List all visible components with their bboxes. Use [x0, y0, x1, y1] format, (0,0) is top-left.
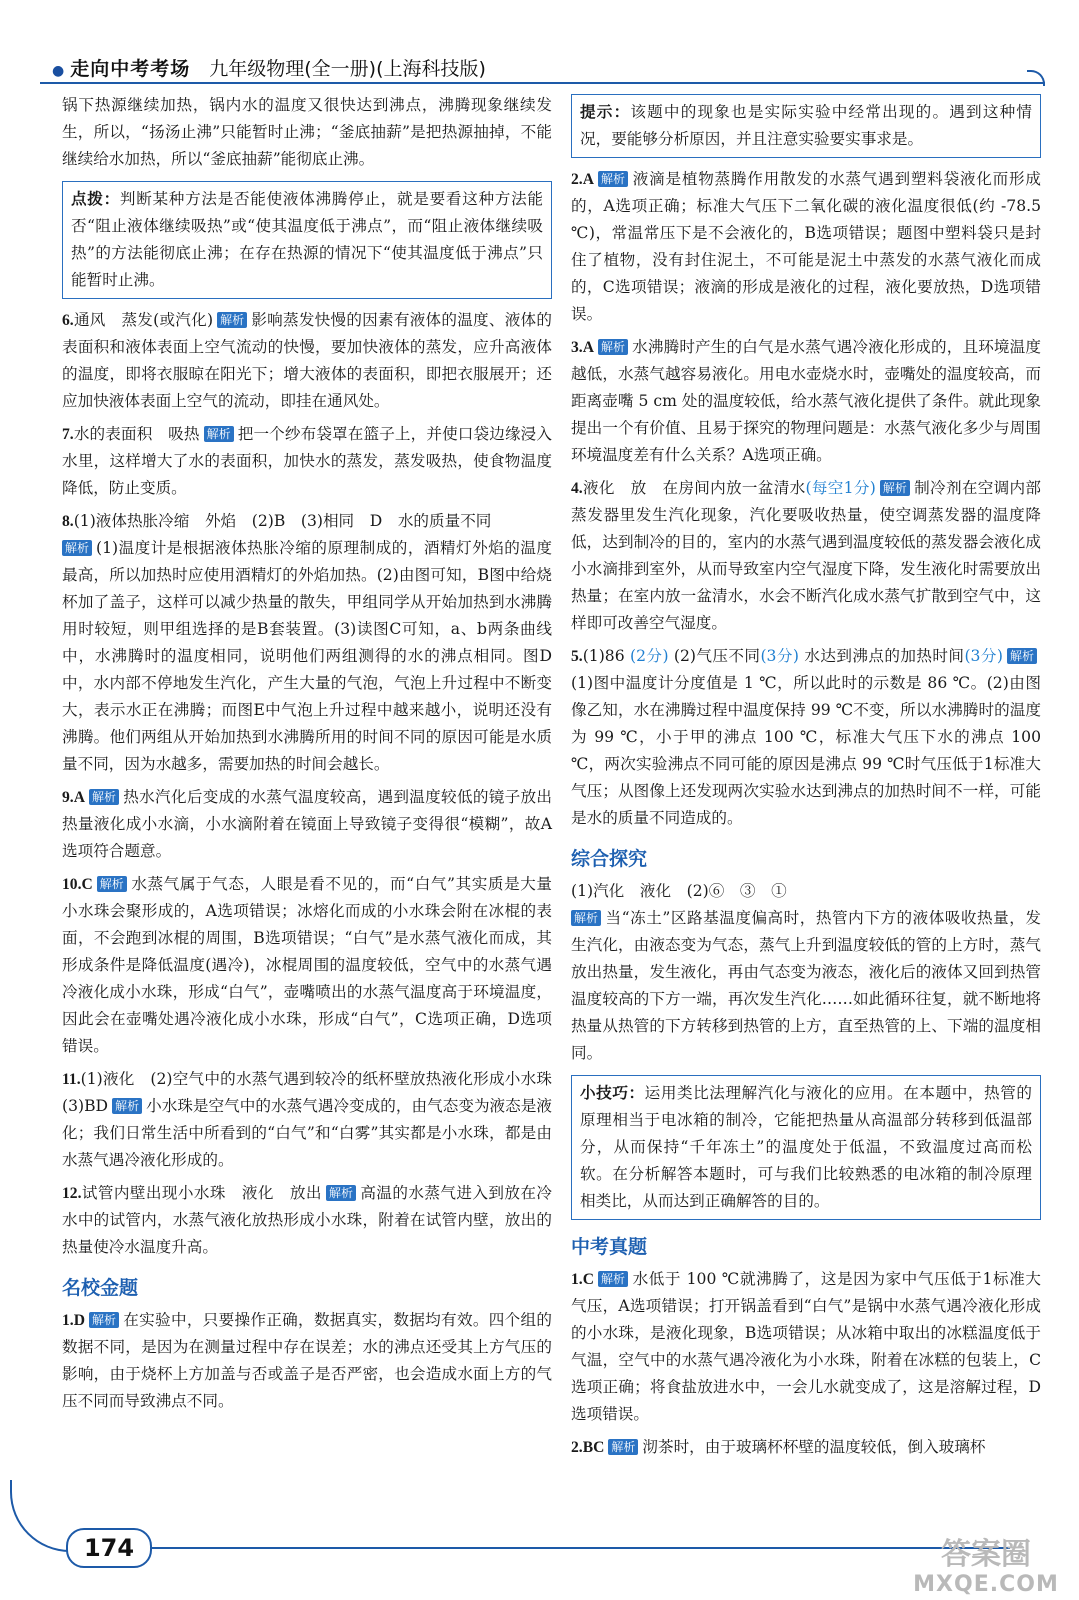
question-number: 12. — [62, 1185, 82, 1202]
analysis-text: 小水珠是空气中的水蒸气遇冷变成的，由气态变为液态是液化；我们日常生活中所看到的“白气”和“白雾”其实都是小水珠，都是由水蒸气遇冷液化形成的。 — [62, 1097, 552, 1169]
question-number: 9.A — [62, 789, 85, 806]
bullet-icon: ● — [52, 63, 65, 79]
footer-curve — [10, 1480, 72, 1552]
analysis-text: 水低于 100 ℃就沸腾了，这是因为家中气压低于1标准大气压，A选项错误；打开锅盖看到“白气”是锅中水蒸气遇冷液化形成的小水珠，是液化现象，B选项错误；从冰箱中取出的冰糕温度低于气温，空气中的水蒸气遇冷液化为小水珠，附着在冰糕的包装上，C选项正确；将食盐放进水中，一会儿水就变成了，这是溶解过程，D选项错误。 — [571, 1270, 1041, 1423]
tip-text: 判断某种方法是否能使液体沸腾停止，就是要看这种方法能否“阻止液体继续吸热”或“使其温度低于沸点”，而“阻止液体继续吸热”的方法能彻底止沸；在存在热源的情况下“使其温度低于沸点”只能暂时止沸。 — [71, 190, 543, 289]
question-number: 1.C — [571, 1271, 594, 1288]
answer-text: (1)汽化 液化 (2)⑥ ③ ① — [571, 882, 787, 900]
question-number: 6. — [62, 312, 74, 329]
answer-k2 — [571, 1434, 1041, 1461]
analysis-text: 把一个纱布袋罩在篮子上，并使口袋边缘浸入水里，这样增大了水的表面积，加快水的蒸发，蒸发吸热，使食物温度降低，防止变质。 — [62, 425, 552, 497]
analysis-tag: 解析 — [326, 1185, 356, 1201]
book-title — [52, 54, 486, 81]
score-points: (2分) — [630, 647, 669, 665]
watermark-text: 答案圈 — [941, 1537, 1031, 1572]
section-heading-zonghe: 综合探究 — [571, 848, 648, 870]
analysis-text: 制冷剂在空调内部蒸发器里发生汽化现象，汽化要吸收热量，使空调蒸发器的温度降低，达到制冷的目的，室内的水蒸气遇到温度较低的蒸发器会液化成小水滴排到室外，从而导致室内空气湿度下降，发生液化时需要放出热量；在室内放一盆清水，水会不断汽化成水蒸气扩散到空气中，这样即可改善空气湿度。 — [571, 479, 1041, 632]
answer-12 — [62, 1180, 552, 1261]
header-corner — [1027, 70, 1045, 86]
tip-label: 点拨： — [71, 190, 120, 208]
question-number: 8. — [62, 513, 74, 530]
footer-rule — [150, 1547, 1010, 1549]
analysis-tag: 解析 — [89, 1312, 119, 1328]
analysis-text: 影响蒸发快慢的因素有液体的温度、液体的表面积和液体表面上空气流动的快慢，要加快液体的蒸发，应升高液体的温度，即将衣服晾在阳光下；增大液体的表面积，即把衣服展开；还应加快液体表面上空气的流动，即挂在通风处。 — [62, 311, 552, 410]
watermark-logo — [901, 1537, 1071, 1600]
analysis-tag: 解析 — [62, 540, 92, 556]
hint-text: 该题中的现象也是实际实验中经常出现的。遇到这种情况，要能够分析原因，并且注意实验要实事求是。 — [580, 103, 1032, 148]
answer-r5 — [571, 643, 1041, 832]
analysis-text: 热水汽化后变成的水蒸气温度较高，遇到温度较低的镜子放出热量液化成小水滴，小水滴附着在镜面上导致镜子变得很“模糊”，故A选项符合题意。 — [62, 788, 552, 860]
answer-text: (1)液化 (2)空气中的水蒸气遇到较冷的纸杯壁放热液化形成小水珠 (3)BD — [62, 1070, 568, 1115]
question-number: 7. — [62, 426, 74, 443]
analysis-tag: 解析 — [204, 426, 234, 442]
right-column — [571, 92, 1041, 1461]
analysis-text: 水蒸气属于气态，人眼是看不见的，而“白气”其实质是大量小水珠会聚形成的，A选项错误；冰熔化而成的小水珠会附在冰棍的表面，不会跑到冰棍的周围，B选项错误；“白气”是水蒸气液化而成，其形成条件是降低温度(遇冷)，冰棍周围的温度较低，空气中的水蒸气遇冷液化成小水珠，形成“白气”，壶嘴喷出的水蒸气温度高于环境温度，因此会在壶嘴处遇冷液化成小水珠，形成“白气”，C选项正确，D选项错误。 — [62, 875, 552, 1055]
analysis-text: 高温的水蒸气进入到放在冷水中的试管内，水蒸气液化放热形成小水珠，附着在试管内壁，放出的热量使冷水温度升高。 — [62, 1184, 552, 1256]
analysis-tag: 解析 — [598, 171, 628, 187]
trick-box — [571, 1075, 1041, 1220]
answer-text: 通风 蒸发(或汽化) — [73, 311, 214, 329]
analysis-tag: 解析 — [880, 480, 910, 496]
question-number: 2.BC — [571, 1439, 605, 1456]
answer-r3 — [571, 334, 1041, 469]
question-number: 10.C — [62, 876, 93, 893]
score-points: (3分) — [760, 647, 799, 665]
answer-7 — [62, 421, 552, 502]
answer-text: (1)液体热胀冷缩 外焰 (2)B (3)相同 D 水的质量不同 — [73, 512, 492, 530]
header-rule — [40, 82, 1045, 84]
answer-text: 液化 放 在房间内放一盆清水 — [582, 479, 806, 497]
section-heading-zhongkao: 中考真题 — [571, 1236, 648, 1258]
analysis-tag: 解析 — [89, 789, 119, 805]
answer-6 — [62, 307, 552, 415]
analysis-text: (1)图中温度计分度值是 1 ℃，所以此时的示数是 86 ℃。(2)由图像乙知，水在沸腾过程中温度保持 99 ℃不变，所以水沸腾时的温度为 99 ℃，小于甲的沸点 100 ℃，标准大气压下水的沸点 100 ℃，两次实验沸点不同可能的原因是沸点 99 ℃时气压低于1标准大气压；从图像上还发现两次实验水达到沸点的加热时间不一样，可能是水的质量不同造成的。 — [571, 674, 1041, 827]
answer-zonghe — [571, 878, 1041, 1067]
page-header — [0, 0, 1079, 92]
question-number: 11. — [62, 1071, 81, 1088]
score-points: (每空1分) — [805, 479, 876, 497]
analysis-text: 水沸腾时产生的白气是水蒸气遇冷液化形成的，且环境温度越低，水蒸气越容易液化。用电水壶烧水时，壶嘴处的温度较高，而距离壶嘴 5 cm 处的温度较低，给水蒸气液化提供了条件。就此现象提出一个有价值、且易于探究的物理问题是：水蒸气液化多少与周围环境温度差有什么关系？A选项正确。 — [571, 338, 1041, 464]
answer-text: 水达到沸点的加热时间 — [804, 647, 965, 665]
analysis-text: (1)温度计是根据液体热胀冷缩的原理制成的，酒精灯外焰的温度最高，所以加热时应使用酒精灯的外焰加热。(2)由图可知，B图中给烧杯加了盖子，这样可以减少热量的散失，甲组同学从开始加热到水沸腾用时较短，则甲组选择的是B套装置。(3)读图C可知，a、b两条曲线中，水沸腾时的温度相同，说明他们两组测得的水的沸点相同。图D中，水内部不停地发生汽化，产生大量的气泡，气泡上升过程中不断变大，表示水正在沸腾；而图E中气泡上升过程中越来越小，说明还没有沸腾。他们两组从开始加热到水沸腾所用的时间不同的原因可能是水质量不同，因为水越多，需要加热的时间会越长。 — [62, 539, 552, 773]
section-heading-mingxiao: 名校金题 — [62, 1277, 139, 1299]
hint-label: 提示： — [580, 103, 631, 121]
answer-text: 试管内壁出现小水珠 液化 放出 — [81, 1184, 322, 1202]
tip-box-dianbo — [62, 181, 552, 299]
answer-8 — [62, 508, 552, 778]
hint-box — [571, 94, 1041, 158]
answer-9 — [62, 784, 552, 865]
question-number: 1.D — [62, 1312, 85, 1329]
watermark-url: MXQE.COM — [913, 1572, 1059, 1597]
series-brand: 走向中考考场 — [70, 58, 191, 80]
analysis-tag: 解析 — [598, 339, 628, 355]
analysis-text: 液滴是植物蒸腾作用散发的水蒸气遇到塑料袋液化而形成的，A选项正确；标准大气压下二氧化碳的液化温度很低(约 -78.5 ℃)，常温常压下是不会液化的，B选项错误；题图中塑料袋只是封住了植物，没有封住泥土，不可能是泥土中蒸发的水蒸气液化而成的，C选项错误；液滴的形成是液化的过程，液化要放热，D选项错误。 — [571, 170, 1041, 323]
answer-m1 — [62, 1307, 552, 1415]
answer-text: (1)86 — [582, 647, 625, 665]
answer-r2 — [571, 166, 1041, 328]
question-number: 4. — [571, 480, 583, 497]
answer-r4 — [571, 475, 1041, 637]
left-column — [62, 92, 568, 1415]
book-subtitle: 九年级物理(全一册)(上海科技版) — [209, 58, 486, 80]
analysis-tag: 解析 — [571, 910, 601, 926]
analysis-text: 在实验中，只要操作正确，数据真实，数据均有效。四个组的数据不同，是因为在测量过程中存在误差；水的沸点还受其上方气压的影响，由于烧杯上方加盖与否或盖子是否严密，也会造成水面上方的气压不同而导致沸点不同。 — [62, 1311, 552, 1410]
analysis-tag: 解析 — [97, 876, 127, 892]
answer-10 — [62, 871, 552, 1060]
page-number: 174 — [66, 1528, 152, 1568]
analysis-tag: 解析 — [217, 312, 247, 328]
paragraph-continued: 锅下热源继续加热，锅内水的温度又很快达到沸点，沸腾现象继续发生，所以，“扬汤止沸”只能暂时止沸；“釜底抽薪”是把热源抽掉，不能继续给水加热，所以“釜底抽薪”能彻底止沸。 — [62, 96, 552, 168]
trick-text: 运用类比法理解汽化与液化的应用。在本题中，热管的原理相当于电冰箱的制冷，它能把热量从高温部分转移到低温部分，从而保持“千年冻土”的温度处于低温，不致温度过高而松软。在分析解答本题时，可与我们比较熟悉的电冰箱的制冷原理相类比，从而达到正确解答的目的。 — [580, 1084, 1032, 1210]
trick-label: 小技巧： — [580, 1084, 645, 1102]
answer-text: 水的表面积 吸热 — [73, 425, 200, 443]
answer-k1 — [571, 1266, 1041, 1428]
analysis-tag: 解析 — [112, 1098, 142, 1114]
analysis-text: 沏茶时，由于玻璃杯杯壁的温度较低，倒入玻璃杯 — [642, 1438, 986, 1456]
question-number: 3.A — [571, 339, 594, 356]
analysis-tag: 解析 — [1007, 648, 1037, 664]
answer-11 — [62, 1066, 568, 1174]
answer-text: (2)气压不同 — [673, 647, 761, 665]
question-number: 2.A — [571, 171, 594, 188]
analysis-text: 当“冻土”区路基温度偏高时，热管内下方的液体吸收热量，发生汽化，由液态变为气态，蒸气上升到温度较低的管的上方时，蒸气放出热量，发生液化，再由气态变为液态，液化后的液体又回到热管温度较高的下方一端，再次发生汽化……如此循环往复，就不断地将热量从热管的下方转移到热管的上方，直至热管的上、下端的温度相同。 — [571, 909, 1041, 1062]
score-points: (3分) — [964, 647, 1003, 665]
question-number: 5. — [571, 648, 583, 665]
analysis-tag: 解析 — [608, 1439, 638, 1455]
analysis-tag: 解析 — [598, 1271, 628, 1287]
